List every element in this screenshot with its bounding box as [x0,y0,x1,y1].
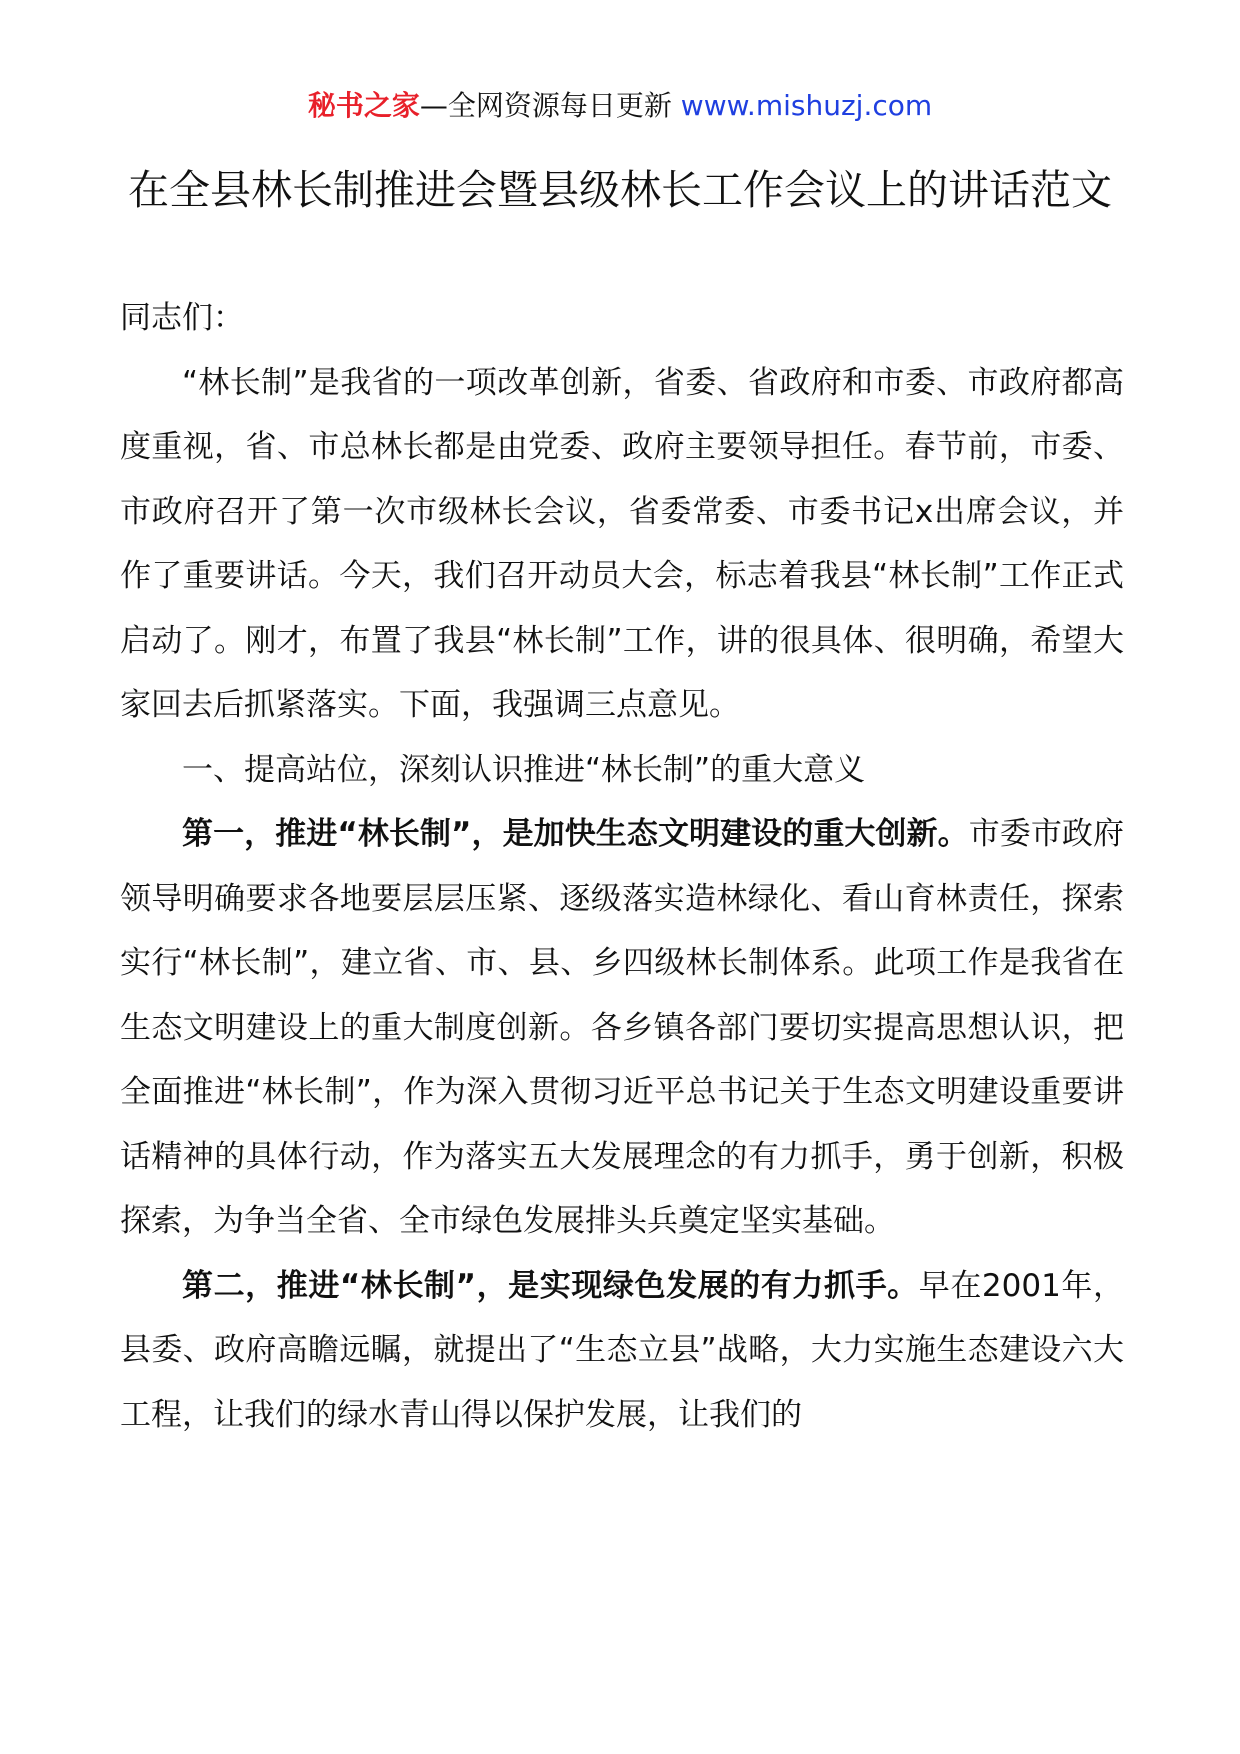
second-point-lead: 第二，推进“林长制”，是实现绿色发展的有力抓手。 [182,1267,919,1304]
site-header [0,88,1240,124]
salutation: 同志们： [120,300,244,336]
first-point-body: 市委市政府领导明确要求各地要层层压紧、逐级落实造林绿化、看山育林责任，探索实行“林长制”，建立省、市、县、乡四级林长制体系。此项工作是我省在生态文明建设上的重大制度创新。各乡镇各部门要切实提高思想认识，把全面推进“林长制”，作为深入贯彻习近平总书记关于生态文明建设重要讲话精神的具体行动，作为落实五大发展理念的有力抓手，勇于创新，积极探索，为争当全省、全市绿色发展排头兵奠定坚实基础。 [120,816,1125,1239]
paragraph-intro: “林长制”是我省的一项改革创新，省委、省政府和市委、市政府都高度重视，省、市总林长都是由党委、政府主要领导担任。春节前，市委、市政府召开了第一次市级林长会议，省委常委、市委书记x出席会议，并作了重要讲话。今天，我们召开动员大会，标志着我县“林长制”工作正式启动了。刚才，布置了我县“林长制”工作，讲的很具体、很明确，希望大家回去后抓紧落实。下面，我强调三点意见。 [120,364,1124,723]
second-point-body: 早在2001年，县委、政府高瞻远瞩，就提出了“生态立县”战略，大力实施生态建设六大工程，让我们的绿水青山得以保护发展，让我们的 [120,1267,1124,1433]
document-title: 在全县林长制推进会暨县级林长工作会议上的讲话范文 [128,166,1112,214]
first-point-lead: 第一，推进“林长制”，是加快生态文明建设的重大创新。 [182,816,969,852]
paragraph-first-point [120,802,1124,1254]
header-slogan: —全网资源每日更新 [419,89,672,122]
section-heading: 一、提高站位，深刻认识推进“林长制”的重大意义 [182,751,866,788]
paragraph-second-point [120,1254,1124,1448]
brand-name: 秘书之家 [307,89,420,122]
document-body [120,286,1124,1447]
site-url-link[interactable]: www.mishuzj.com [680,89,933,122]
